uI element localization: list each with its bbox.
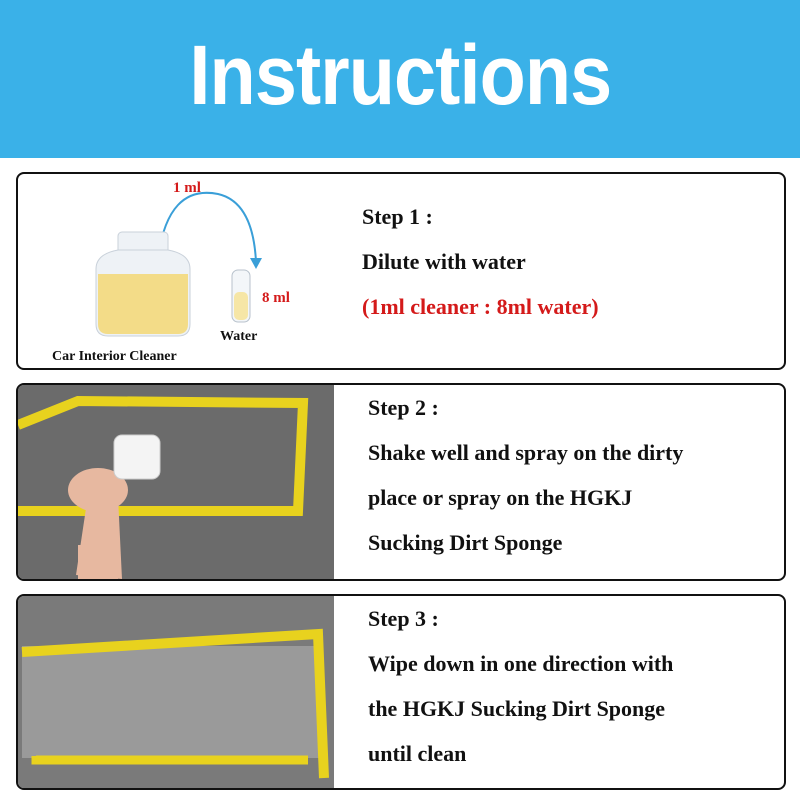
step-2-line-1: Shake well and spray on the dirty: [368, 440, 684, 465]
dilution-diagram: [18, 174, 348, 368]
cleaned-area: [22, 646, 322, 758]
step-1-line-1: Dilute with water: [362, 249, 526, 274]
label-water: Water: [220, 329, 258, 344]
step-3-line-3: until clean: [368, 741, 467, 766]
sponge-icon: [114, 435, 160, 479]
step-1-ratio: (1ml cleaner : 8ml water): [362, 294, 599, 319]
step-2-heading: Step 2 :: [368, 395, 439, 420]
arrowhead-icon: [250, 258, 262, 269]
cleaner-bottle-icon: [96, 232, 190, 336]
step-3-line-2: the HGKJ Sucking Dirt Sponge: [368, 696, 666, 721]
step-2-text: [368, 385, 683, 565]
step-2-panel: [16, 383, 786, 581]
step-3-panel: [16, 594, 786, 790]
step-1-panel: [16, 172, 786, 370]
label-8ml: 8 ml: [262, 290, 290, 306]
step-2-line-3: Sucking Dirt Sponge: [368, 530, 563, 555]
step-2-photo: [18, 385, 334, 579]
step-1-text: [362, 194, 599, 329]
step-1-heading: Step 1 :: [362, 204, 433, 229]
step-3-text: [368, 596, 673, 776]
step-3-heading: Step 3 :: [368, 606, 439, 631]
step-3-photo: [18, 596, 334, 788]
header-banner: [0, 0, 800, 158]
step-2-line-2: place or spray on the HGKJ: [368, 485, 633, 510]
page-title: Instructions: [189, 27, 611, 122]
water-tube-icon: [232, 270, 250, 322]
label-1ml: 1 ml: [173, 180, 201, 196]
step-3-line-1: Wipe down in one direction with: [368, 651, 674, 676]
label-cleaner: Car Interior Cleaner: [52, 349, 177, 364]
